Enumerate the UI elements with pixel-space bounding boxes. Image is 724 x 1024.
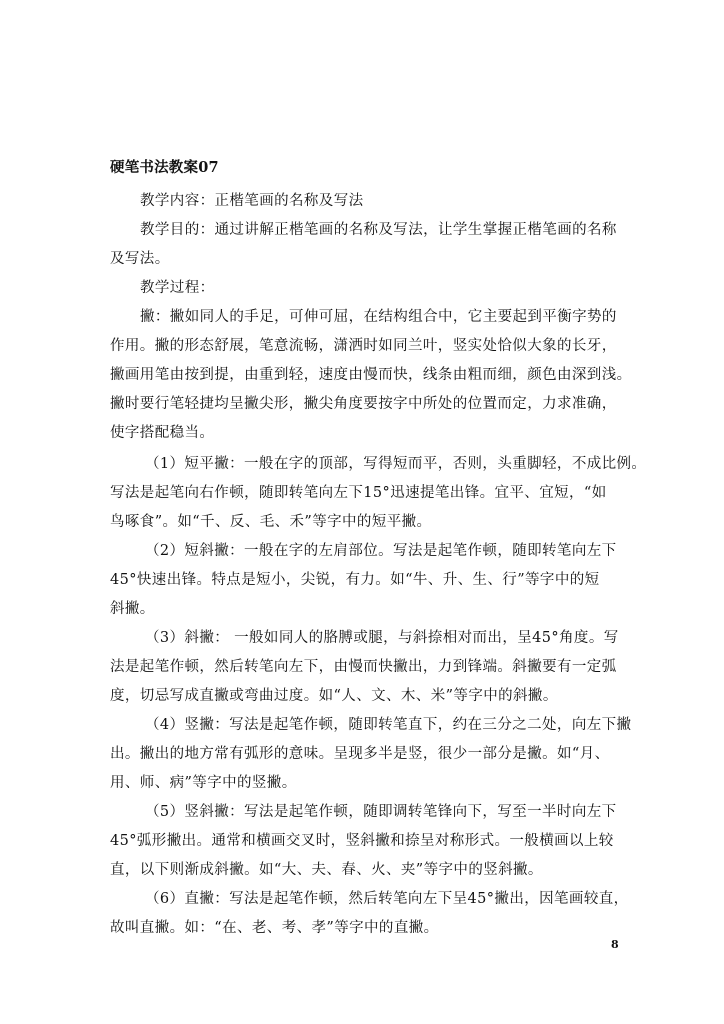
- text-line: 出。撇出的地方常有弧形的意味。呈现多半是竖，很少一部分是撇。如“月、: [110, 746, 610, 762]
- text-line: 法是起笔作顿，然后转笔向左下，由慢而快撇出，力到锋端。斜撇要有一定弧: [110, 659, 617, 675]
- text-line: 直，以下则渐成斜撇。如“大、夫、春、火、夹”等字中的竖斜撇。: [110, 862, 543, 878]
- text-line: （5）竖斜撇：写法是起笔作顿，随即调转笔锋向下，写至一半时向左下: [145, 804, 617, 820]
- text-line: （6）直撇：写法是起笔作顿，然后转笔向左下呈45°撇出，因笔画较直，: [145, 891, 629, 907]
- text-line: 鸟啄食”。如“千、反、毛、禾”等字中的短平撇。: [110, 514, 432, 530]
- text-line: 撇画用笔由按到提，由重到轻，速度由慢而快，线条由粗而细，颜色由深到浅。: [110, 367, 632, 383]
- text-line: （1）短平撇：一般在字的顶部，写得短而平，否则，头重脚轻，不成比例。: [145, 456, 647, 472]
- text-line: 使字搭配稳当。: [110, 425, 215, 441]
- text-line: 撇时要行笔轻捷均呈撇尖形，撇尖角度要按字中所处的位置而定，力求准确，: [110, 396, 617, 412]
- text-line: 撇：撇如同人的手足，可伸可屈，在结构组合中，它主要起到平衡字势的: [140, 309, 617, 325]
- text-line: 故叫直撇。如：“在、老、考、孝”等字中的直撇。: [110, 920, 439, 936]
- text-line: 写法是起笔向右作顿，随即转笔向左下15°迅速提笔出锋。宜平、宜短，“如: [110, 485, 607, 501]
- text-line: 作用。撇的形态舒展，笔意流畅，潇洒时如同兰叶，竖实处恰似大象的长牙，: [110, 338, 617, 354]
- text-line: （2）短斜撇：一般在字的左肩部位。写法是起笔作顿，随即转笔向左下: [145, 543, 617, 559]
- text-line: （3）斜撇： 一般如同人的胳膊或腿，与斜捺相对而出，呈45°角度。写: [145, 630, 619, 646]
- text-line: 用、师、病”等字中的竖撇。: [110, 775, 297, 791]
- text-line: （4）竖撇：写法是起笔作顿，随即转笔直下，约在三分之二处，向左下撇: [145, 717, 632, 733]
- text-line: 教学过程：: [140, 280, 215, 296]
- text-line: 教学目的：通过讲解正楷笔画的名称及写法，让学生掌握正楷笔画的名称: [140, 222, 617, 238]
- page-number: 8: [611, 938, 619, 951]
- text-line: 45°弧形撇出。通常和横画交叉时，竖斜撇和捺呈对称形式。一般横画以上较: [110, 833, 614, 849]
- text-line: 斜撇。: [110, 601, 155, 617]
- text-line: 教学内容：正楷笔画的名称及写法: [140, 193, 364, 209]
- text-line: 及写法。: [110, 251, 170, 267]
- document-title: 硬笔书法教案07: [110, 159, 219, 176]
- text-line: 45°快速出锋。特点是短小，尖锐，有力。如“牛、升、生、行”等字中的短: [110, 572, 600, 588]
- text-line: 度，切忌写成直撇或弯曲过度。如“人、文、木、米”等字中的斜撇。: [110, 688, 558, 704]
